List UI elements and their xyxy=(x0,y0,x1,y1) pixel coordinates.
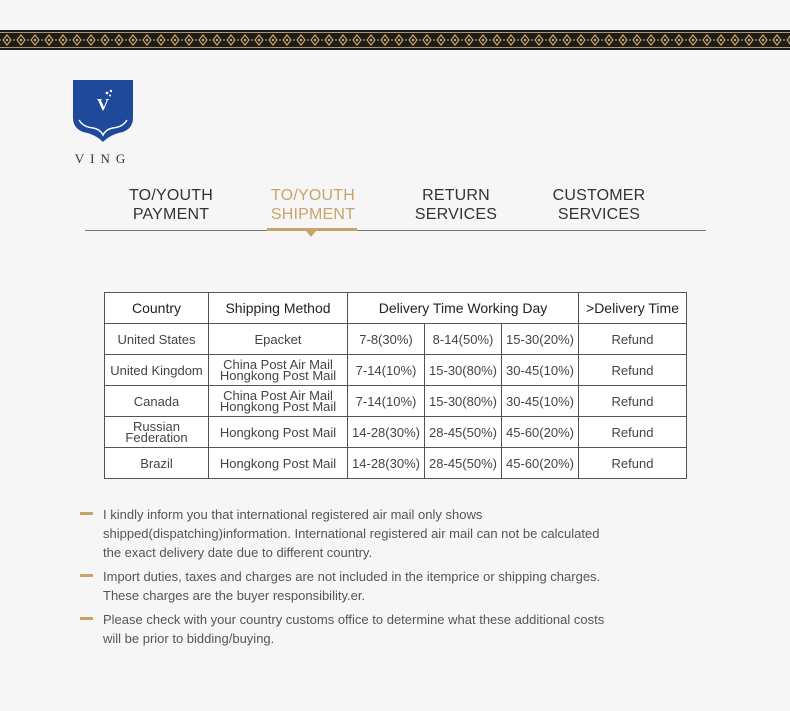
table-header-row xyxy=(105,293,687,324)
note-line: These charges are the buyer responsibility.er. xyxy=(103,588,366,603)
nav-tab-payment[interactable] xyxy=(118,186,224,224)
cell-over: Refund xyxy=(579,324,687,355)
cell-country-line2: Federation xyxy=(125,430,188,445)
section-nav xyxy=(0,186,790,236)
cell-method xyxy=(209,386,348,417)
cell-method-line1: China Post Air Mail xyxy=(223,357,333,372)
cell-method-line2: Hongkong Post Mail xyxy=(219,399,337,414)
nav-tab-label-line1: TO/YOUTH xyxy=(129,187,213,204)
table-row xyxy=(105,355,687,386)
cell-method-line2: Hongkong Post Mail xyxy=(219,368,337,383)
cell-method: Epacket xyxy=(209,324,348,355)
brand-logo xyxy=(73,80,133,142)
nav-tab-label-line2: SHIPMENT xyxy=(270,206,356,223)
table-row xyxy=(105,448,687,479)
cell-over: Refund xyxy=(579,417,687,448)
svg-text:V: V xyxy=(96,95,110,114)
nav-tab-shipment[interactable] xyxy=(260,186,366,224)
header-over-delivery-time: >Delivery Time xyxy=(579,293,687,324)
nav-tab-label-line2: PAYMENT xyxy=(132,206,210,223)
nav-tab-return-services[interactable] xyxy=(403,186,509,224)
list-item xyxy=(80,567,680,605)
cell-time-3: 30-45(10%) xyxy=(502,386,579,417)
cell-country: Brazil xyxy=(105,448,209,479)
note-line: shipped(dispatching)information. International registered air mail can not be calculated xyxy=(103,526,600,541)
note-line: the exact delivery date due to different country. xyxy=(103,545,373,560)
cell-method: Hongkong Post Mail xyxy=(209,448,348,479)
cell-over: Refund xyxy=(579,448,687,479)
table-row xyxy=(105,324,687,355)
note-line: will be prior to bidding/buying. xyxy=(103,631,275,646)
cell-time-3: 45-60(20%) xyxy=(502,417,579,448)
cell-country: United Kingdom xyxy=(105,355,209,386)
bullet-dash-icon xyxy=(80,512,93,515)
cell-country: Canada xyxy=(105,386,209,417)
list-item xyxy=(80,505,680,562)
nav-tab-customer-services[interactable] xyxy=(541,186,657,224)
note-line: Please check with your country customs office to determine what these additional costs xyxy=(103,612,605,627)
cell-time-2: 28-45(50%) xyxy=(425,448,502,479)
cell-over: Refund xyxy=(579,355,687,386)
cell-time-1: 7-14(10%) xyxy=(348,355,425,386)
decorative-border-band xyxy=(0,30,790,50)
header-shipping-method: Shipping Method xyxy=(209,293,348,324)
nav-tab-label-line1: RETURN xyxy=(422,187,490,204)
nav-tab-label-line2: SERVICES xyxy=(557,206,641,223)
cell-over: Refund xyxy=(579,386,687,417)
header-delivery-time: Delivery Time Working Day xyxy=(348,293,579,324)
cell-time-3: 15-30(20%) xyxy=(502,324,579,355)
cell-time-2: 15-30(80%) xyxy=(425,355,502,386)
cell-time-2: 8-14(50%) xyxy=(425,324,502,355)
cell-method: Hongkong Post Mail xyxy=(209,417,348,448)
note-line: I kindly inform you that international registered air mail only shows xyxy=(103,507,483,522)
cell-time-1: 7-8(30%) xyxy=(348,324,425,355)
nav-tab-label-line2: SERVICES xyxy=(414,206,498,223)
bullet-dash-icon xyxy=(80,574,93,577)
cell-country: United States xyxy=(105,324,209,355)
cell-country xyxy=(105,417,209,448)
cell-country-line1: Russian xyxy=(133,419,180,434)
table-row xyxy=(105,386,687,417)
shipping-table xyxy=(104,292,687,479)
shipping-notes xyxy=(80,505,680,653)
cell-time-1: 14-28(30%) xyxy=(348,417,425,448)
cell-time-2: 28-45(50%) xyxy=(425,417,502,448)
bullet-dash-icon xyxy=(80,617,93,620)
cell-time-3: 45-60(20%) xyxy=(502,448,579,479)
cell-time-1: 14-28(30%) xyxy=(348,448,425,479)
list-item xyxy=(80,610,680,648)
cell-method xyxy=(209,355,348,386)
cell-time-1: 7-14(10%) xyxy=(348,386,425,417)
cell-method-line1: China Post Air Mail xyxy=(223,388,333,403)
table-row xyxy=(105,417,687,448)
header-country: Country xyxy=(105,293,209,324)
nav-active-caret-icon xyxy=(306,231,316,237)
brand-wordmark: VING xyxy=(74,151,132,166)
note-line: Import duties, taxes and charges are not included in the itemprice or shipping charges. xyxy=(103,569,601,584)
nav-tab-label-line1: CUSTOMER xyxy=(552,187,646,204)
nav-tab-label-line1: TO/YOUTH xyxy=(271,187,355,204)
nav-divider xyxy=(85,230,706,231)
cell-time-2: 15-30(80%) xyxy=(425,386,502,417)
cell-time-3: 30-45(10%) xyxy=(502,355,579,386)
